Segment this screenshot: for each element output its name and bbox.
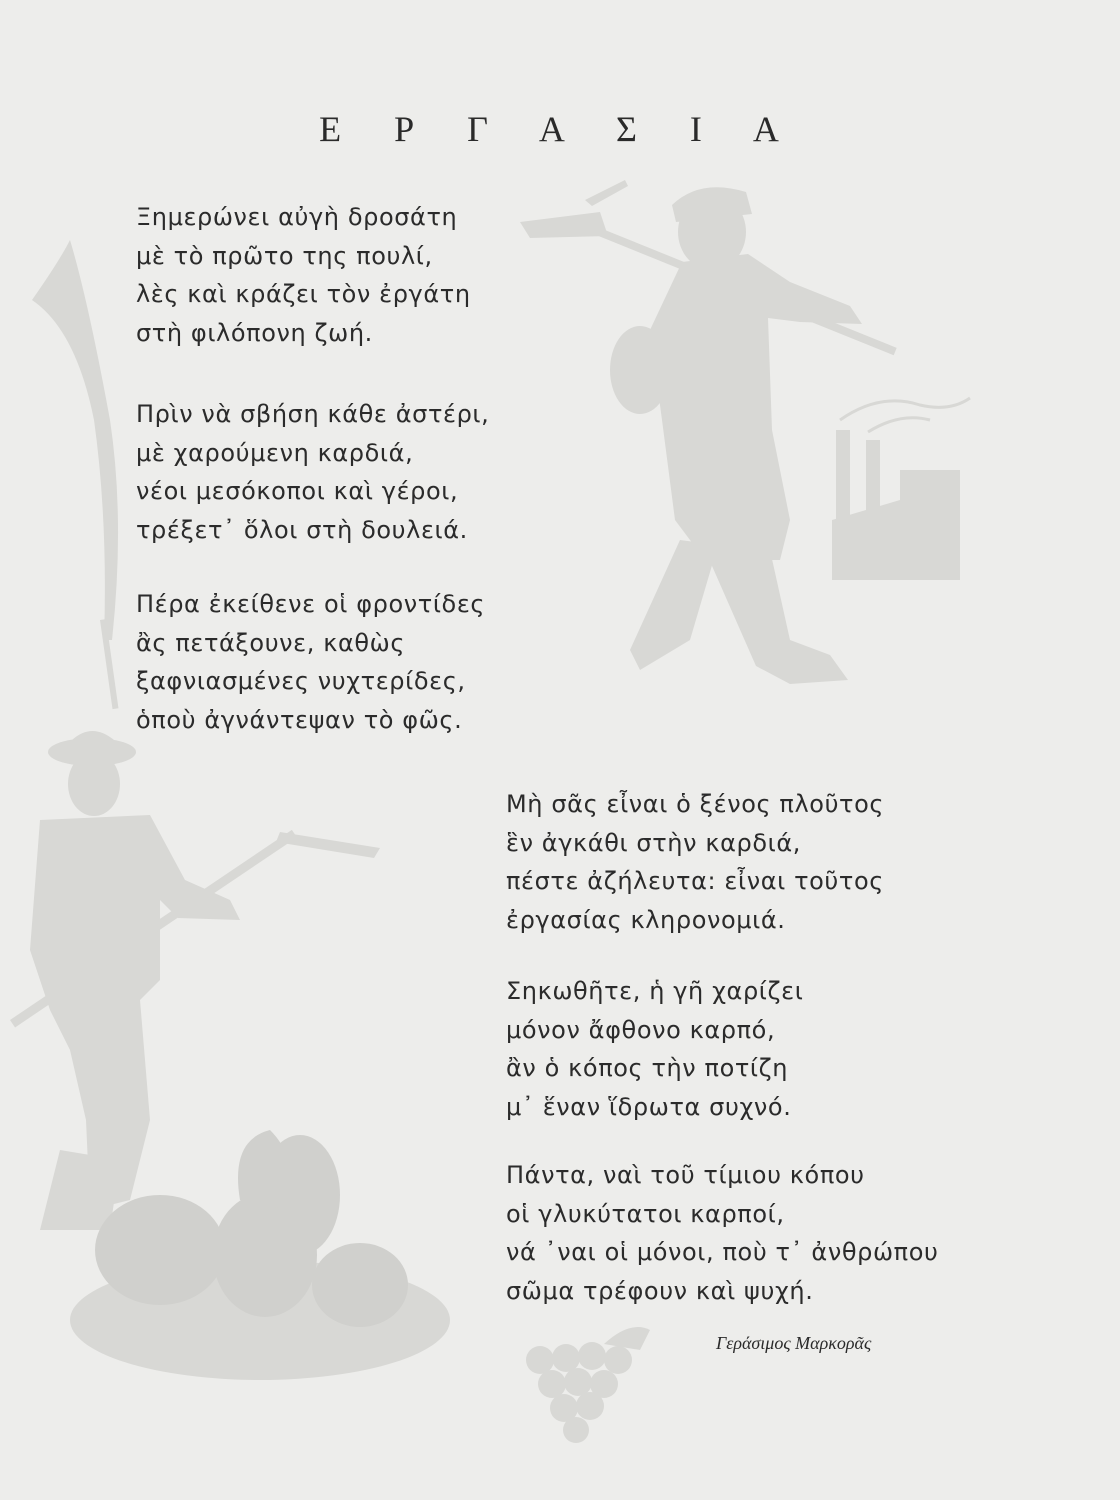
stanza-1 — [136, 198, 471, 352]
verse-line: ἐργασίας κληρονομιά. — [506, 905, 786, 934]
author-signature: Γεράσιμος Μαρκορᾶς — [716, 1333, 872, 1353]
verse-line: οἱ γλυκύτατοι καρποί, — [506, 1199, 785, 1228]
verse-line: λὲς καὶ κράζει τὸν ἐργάτη — [136, 280, 471, 308]
stanza-5 — [506, 972, 803, 1126]
verse-line: Πέρα ἐκείθενε οἱ φροντίδες — [136, 590, 486, 618]
poem-title: Ε Ρ Γ Α Σ Ι Α — [319, 109, 801, 149]
stanza-3 — [136, 585, 485, 739]
verse-line: μὲ τὸ πρῶτο της πουλί, — [136, 241, 433, 270]
verse-line: Μὴ σᾶς εἶναι ὁ ξένος πλοῦτος — [506, 790, 885, 818]
verse-line: ξαφνιασμένες νυχτερίδες, — [136, 667, 466, 695]
verse-line: νά ᾿ναι οἱ μόνοι, ποὺ τ᾿ ἀνθρώπου — [506, 1238, 939, 1266]
verse-line: μόνον ἄφθονο καρπό, — [506, 1015, 776, 1044]
grape-bunch-icon — [526, 1327, 650, 1443]
verse-line: ἓν ἀγκάθι στὴν καρδιά, — [506, 828, 801, 857]
wheat-stalk-icon — [32, 240, 118, 709]
verse-line: ἂς πετάξουνε, καθὼς — [136, 628, 406, 657]
stanza-2 — [136, 395, 489, 549]
factory-icon — [832, 398, 970, 580]
verse-line: στὴ φιλόπονη ζωή. — [136, 318, 373, 347]
verse-line: νέοι μεσόκοποι καὶ γέροι, — [136, 477, 459, 505]
verse-line: μ᾿ ἕναν ἵδρωτα συχνό. — [506, 1092, 792, 1121]
verse-line: ἂν ὁ κόπος τὴν ποτίζη — [506, 1054, 789, 1082]
verse-line: Πάντα, ναὶ τοῦ τίμιου κόπου — [506, 1161, 865, 1189]
verse-line: ὁποὺ ἀγνάντεψαν τὸ φῶς. — [136, 705, 463, 734]
verse-line: πέστε ἀζήλευτα: εἶναι τοῦτος — [506, 867, 884, 895]
verse-line: Πρὶν νὰ σβήση κάθε ἀστέρι, — [136, 400, 490, 428]
verse-line: τρέξετ᾿ ὅλοι στὴ δουλειά. — [136, 515, 468, 544]
stanza-6 — [506, 1156, 938, 1310]
stanza-4 — [506, 785, 884, 939]
verse-line: σῶμα τρέφουν καὶ ψυχή. — [506, 1276, 814, 1305]
verse-line: Σηκωθῆτε, ἡ γῆ χαρίζει — [506, 977, 804, 1005]
verse-line: Ξημερώνει αὐγὴ δροσάτη — [136, 203, 458, 231]
verse-line: μὲ χαρούμενη καρδιά, — [136, 438, 414, 467]
